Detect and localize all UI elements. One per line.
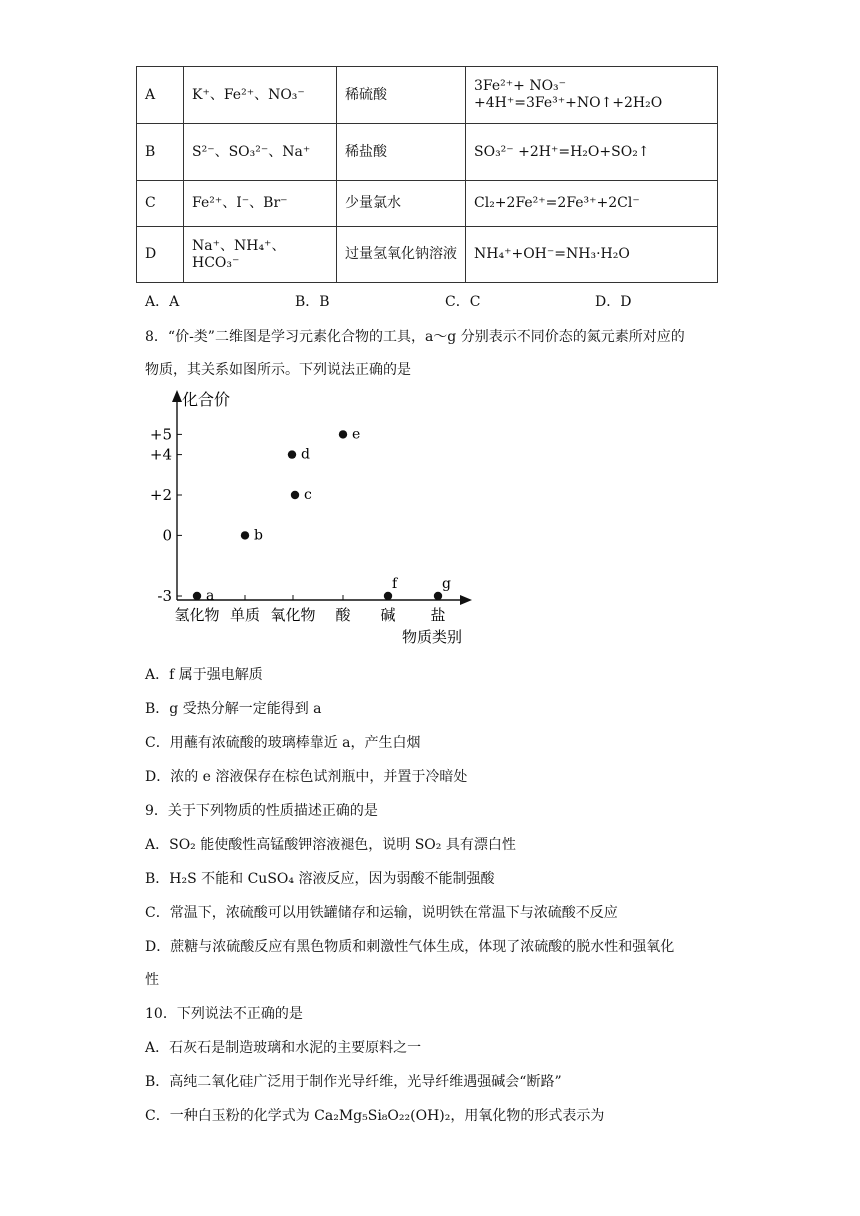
point-label-g: g	[442, 576, 451, 592]
data-point-e	[339, 430, 347, 438]
row-label: B	[137, 124, 184, 181]
x-tick-label: 单质	[229, 606, 261, 624]
valence-class-chart	[150, 384, 480, 654]
x-axis-arrow	[460, 595, 472, 605]
reagent: 过量氢氧化钠溶液	[337, 227, 466, 283]
x-tick-label: 氢化物	[174, 606, 220, 624]
x-tick-label: 氧化物	[270, 606, 316, 624]
q8-stem-line1: 8．“价-类”二维图是学习元素化合物的工具，a～g 分别表示不同价态的氮元素所对应的	[145, 329, 685, 345]
q9-option-b: B．H₂S 不能和 CuSO₄ 溶液反应，因为弱酸不能制强酸	[145, 871, 495, 887]
data-point-d	[288, 450, 296, 458]
y-tick-label: -3	[157, 587, 172, 605]
ion-group: Na⁺、NH₄⁺、HCO₃⁻	[184, 227, 337, 283]
x-axis-label: 物质类别	[402, 628, 463, 646]
q7-option-c: C．C	[445, 294, 481, 310]
q9-option-d: D．蔗糖与浓硫酸反应有黑色物质和刺激性气体生成，体现了浓硫酸的脱水性和强氧化	[145, 939, 675, 955]
reagent: 少量氯水	[337, 181, 466, 227]
y-tick-label: +2	[150, 486, 172, 504]
ionic-equation: SO₃²⁻ +2H⁺=H₂O+SO₂↑	[466, 124, 718, 181]
data-point-f	[384, 592, 392, 600]
q8-option-a: A．f 属于强电解质	[145, 667, 263, 683]
table-row	[137, 227, 718, 283]
y-tick-label: +5	[150, 425, 172, 444]
ionic-equation: 3Fe²⁺+ NO₃⁻ +4H⁺=3Fe³⁺+NO↑+2H₂O	[466, 67, 718, 124]
row-label: A	[137, 67, 184, 124]
ion-group: Fe²⁺、I⁻、Br⁻	[184, 181, 337, 227]
y-axis-arrow	[172, 390, 182, 402]
y-axis-label: 化合价	[182, 390, 231, 409]
point-label-a: a	[206, 588, 215, 604]
row-label: C	[137, 181, 184, 227]
q8-stem-line2: 物质，其关系如图所示。下列说法正确的是	[145, 362, 411, 378]
data-point-a	[193, 592, 201, 600]
ion-group: S²⁻、SO₃²⁻、Na⁺	[184, 124, 337, 181]
q7-option-d: D．D	[595, 294, 632, 310]
row-label: D	[137, 227, 184, 283]
data-point-b	[241, 531, 249, 539]
point-label-b: b	[254, 527, 263, 544]
reagent: 稀硫酸	[337, 67, 466, 124]
point-label-f: f	[392, 576, 398, 592]
data-point-c	[291, 491, 299, 499]
data-point-g	[434, 592, 442, 600]
q7-table	[136, 66, 718, 283]
q9-option-a: A．SO₂ 能使酸性高锰酸钾溶液褪色，说明 SO₂ 具有漂白性	[145, 837, 516, 853]
q10-option-b: B．高纯二氧化硅广泛用于制作光导纤维，光导纤维遇强碱会“断路”	[145, 1074, 562, 1090]
point-label-d: d	[301, 446, 310, 463]
x-tick-label: 酸	[335, 606, 351, 624]
q9-stem: 9．关于下列物质的性质描述正确的是	[145, 803, 378, 819]
q10-option-c: C．一种白玉粉的化学式为 Ca₂Mg₅Si₈O₂₂(OH)₂，用氧化物的形式表示为	[145, 1108, 605, 1124]
y-tick-label: +4	[150, 445, 172, 464]
point-label-e: e	[352, 426, 361, 443]
table-row	[137, 67, 718, 124]
q8-option-d: D．浓的 e 溶液保存在棕色试剂瓶中，并置于冷暗处	[145, 769, 468, 785]
reagent: 稀盐酸	[337, 124, 466, 181]
q9-option-c: C．常温下，浓硫酸可以用铁罐储存和运输，说明铁在常温下与浓硫酸不反应	[145, 905, 618, 921]
ionic-equation: Cl₂+2Fe²⁺=2Fe³⁺+2Cl⁻	[466, 181, 718, 227]
table-row	[137, 124, 718, 181]
ionic-equation: NH₄⁺+OH⁻=NH₃·H₂O	[466, 227, 718, 283]
q7-option-b: B．B	[295, 294, 330, 310]
x-tick-label: 盐	[430, 606, 446, 624]
q9-option-d-cont: 性	[145, 972, 159, 988]
y-tick-label: 0	[162, 526, 172, 545]
q8-option-c: C．用蘸有浓硫酸的玻璃棒靠近 a，产生白烟	[145, 735, 421, 751]
x-tick-label: 碱	[380, 606, 396, 624]
q7-option-a: A．A	[145, 294, 180, 310]
q8-option-b: B．g 受热分解一定能得到 a	[145, 701, 322, 717]
point-label-c: c	[304, 487, 312, 503]
q10-stem: 10．下列说法不正确的是	[145, 1006, 303, 1022]
table-row	[137, 181, 718, 227]
q10-option-a: A．石灰石是制造玻璃和水泥的主要原料之一	[145, 1040, 422, 1056]
ion-group: K⁺、Fe²⁺、NO₃⁻	[184, 67, 337, 124]
chart-marks	[193, 426, 451, 604]
